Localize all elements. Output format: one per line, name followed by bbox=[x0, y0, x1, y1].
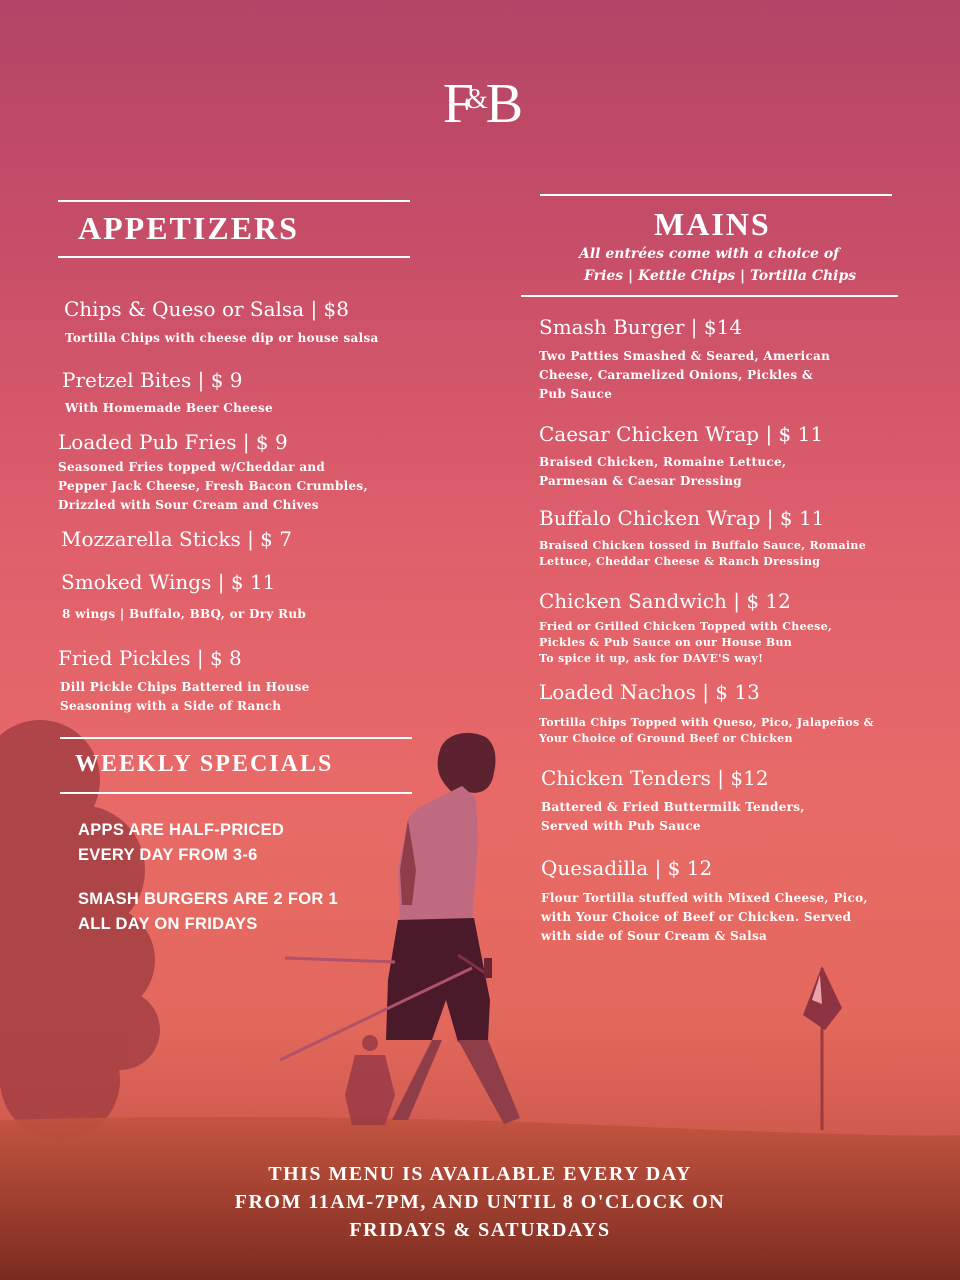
appetizer-desc: 8 wings | Buffalo, BBQ, or Dry Rub bbox=[62, 607, 307, 621]
main-title: Buffalo Chicken Wrap | $ 11 bbox=[539, 506, 825, 530]
appetizer-title: Smoked Wings | $ 11 bbox=[61, 570, 276, 594]
special-item: SMASH BURGERS ARE 2 FOR 1 ALL DAY ON FRIDAYS bbox=[78, 890, 338, 933]
special-item: APPS ARE HALF-PRICED EVERY DAY FROM 3-6 bbox=[78, 821, 285, 864]
logo-ampersand: & bbox=[466, 84, 488, 115]
logo-letter-b: B bbox=[485, 73, 518, 135]
brand-logo bbox=[0, 72, 960, 136]
main-title: Chicken Sandwich | $ 12 bbox=[539, 589, 791, 613]
appetizer-desc: Tortilla Chips with cheese dip or house salsa bbox=[65, 331, 379, 345]
main-desc: Battered & Fried Buttermilk Tenders, Served with Pub Sauce bbox=[541, 800, 805, 833]
appetizer-title: Pretzel Bites | $ 9 bbox=[62, 368, 243, 392]
appetizer-title: Chips & Queso or Salsa | $8 bbox=[64, 297, 350, 321]
appetizer-desc: With Homemade Beer Cheese bbox=[65, 401, 273, 415]
main-desc: Braised Chicken, Romaine Lettuce, Parmesan & Caesar Dressing bbox=[539, 455, 787, 488]
footer-line: FRIDAYS & SATURDAYS bbox=[349, 1219, 611, 1241]
golf-flag bbox=[803, 966, 842, 1130]
mains-sides: Fries | Kettle Chips | Tortilla Chips bbox=[584, 268, 857, 284]
main-title: Chicken Tenders | $12 bbox=[541, 766, 769, 790]
main-desc: Two Patties Smashed & Seared, American Cheese, Caramelized Onions, Pickles & Pub Sauce bbox=[539, 349, 831, 401]
main-title: Smash Burger | $14 bbox=[539, 315, 743, 339]
main-title: Loaded Nachos | $ 13 bbox=[539, 680, 760, 704]
main-desc: Tortilla Chips Topped with Queso, Pico, Jalapeños & Your Choice of Ground Beef or Chicken bbox=[539, 716, 874, 745]
main-title: Quesadilla | $ 12 bbox=[541, 856, 713, 880]
appetizer-desc: Seasoned Fries topped w/Cheddar and Pepper Jack Cheese, Fresh Bacon Crumbles, Drizzled with Sour Cream and Chives bbox=[58, 460, 368, 512]
main-desc: Fried or Grilled Chicken Topped with Cheese, Pickles & Pub Sauce on our House Bun bbox=[539, 620, 833, 649]
availability-footer bbox=[0, 1160, 960, 1244]
appetizer-title: Loaded Pub Fries | $ 9 bbox=[58, 430, 288, 454]
appetizer-desc: Dill Pickle Chips Battered in House Seasoning with a Side of Ranch bbox=[60, 680, 310, 713]
specials-top-rule bbox=[60, 737, 412, 739]
main-title: Caesar Chicken Wrap | $ 11 bbox=[539, 422, 824, 446]
appetizers-bottom-rule bbox=[58, 256, 410, 258]
appetizer-title: Mozzarella Sticks | $ 7 bbox=[61, 527, 292, 551]
specials-heading: WEEKLY SPECIALS bbox=[75, 751, 334, 777]
main-desc: Flour Tortilla stuffed with Mixed Cheese, Pico, with Your Choice of Beef or Chicken. Served with side of Sour Cream & Salsa bbox=[541, 891, 868, 943]
specials-bottom-rule bbox=[60, 792, 412, 794]
mains-top-rule bbox=[540, 194, 892, 196]
appetizers-heading: APPETIZERS bbox=[78, 210, 299, 246]
mains-bottom-rule bbox=[521, 295, 898, 297]
background-figure bbox=[345, 1035, 395, 1125]
footer-line: THIS MENU IS AVAILABLE EVERY DAY bbox=[268, 1163, 692, 1185]
footer-line: FROM 11AM-7PM, AND UNTIL 8 O'CLOCK ON bbox=[234, 1191, 726, 1213]
main-desc: Braised Chicken tossed in Buffalo Sauce, Romaine Lettuce, Cheddar Cheese & Ranch Dressing bbox=[539, 539, 866, 568]
main-desc-note: To spice it up, ask for DAVE'S way! bbox=[539, 652, 764, 665]
mains-heading: MAINS bbox=[654, 206, 771, 242]
appetizer-title: Fried Pickles | $ 8 bbox=[58, 646, 242, 670]
mains-subtitle: All entrées come with a choice of bbox=[579, 246, 840, 262]
logo-letter-f: F bbox=[442, 73, 468, 135]
appetizers-top-rule bbox=[58, 200, 410, 202]
